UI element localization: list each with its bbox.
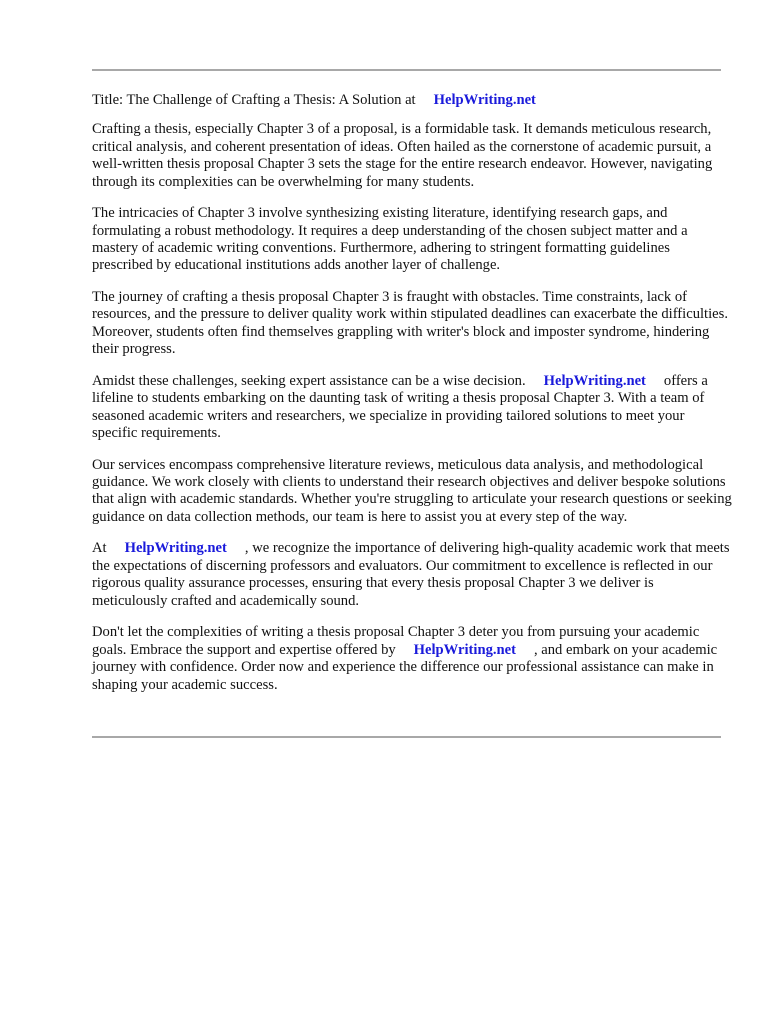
bottom-divider [92,736,721,738]
top-divider [92,69,721,71]
paragraph-6-rest: , we recognize the importance of delivering high-quality academic work that meets the expectations of discerning professors and evaluators. Our commitment to excellence is reflected in our rigorous quality assurance processes, ensuring that every thesis proposal Chapter 3 we deliver is meticulously crafted and academically sound. [92,540,730,609]
document-title [92,92,732,109]
paragraph-4-link[interactable]: HelpWriting.net [543,372,646,389]
title-link[interactable]: HelpWriting.net [433,92,536,108]
paragraph-7-link[interactable]: HelpWriting.net [413,641,516,658]
paragraph-1: Crafting a thesis, especially Chapter 3 of a proposal, is a formidable task. It demands meticulous research, critical analysis, and coherent presentation of ideas. Often hailed as the cornerstone of academic pursuit, a well-written thesis proposal Chapter 3 sets the stage for the entire research endeavor. However, navigating through its complexities can be overwhelming for many students. [92,121,713,190]
paragraph-6 [92,540,732,610]
paragraph-2: The intricacies of Chapter 3 involve synthesizing existing literature, identifying research gaps, and formulating a robust methodology. It requires a deep understanding of the chosen subject matter and a mastery of academic writing conventions. Furthermore, adhering to stringent formatting guidelines prescribed by educational institutions adds another layer of challenge. [92,205,688,274]
paragraph-3: The journey of crafting a thesis proposal Chapter 3 is fraught with obstacles. Time constraints, lack of resources, and the pressure to deliver quality work within stipulated deadlines can exacerbate the difficulties. Moreover, students often find themselves grappling with writer's block and imposter syndrome, hindering their progress. [92,289,728,358]
paragraph-7 [92,624,732,694]
paragraph-4 [92,373,732,443]
paragraph-7-lead: Don't let the complexities of writing a thesis proposal Chapter 3 deter you from pursuing your academic goals. Embrace the support and expertise offered by [92,624,700,658]
paragraph-5: Our services encompass comprehensive literature reviews, meticulous data analysis, and methodological guidance. We work closely with clients to understand their research objectives and deliver bespoke solutions that align with academic standards. Whether you're struggling to articulate your research questions or seeking guidance on data collection methods, our team is here to assist you at every step of the way. [92,456,732,525]
paragraph-6-lead: At [92,540,107,557]
title-text: Title: The Challenge of Crafting a Thesis: A Solution at [92,92,416,108]
paragraph-4-rest: offers a lifeline to students embarking on the daunting task of writing a thesis proposal Chapter 3. With a team of seasoned academic writers and researchers, we specialize in providing tailored solutions to meet your specific requirements. [92,372,708,442]
document-body [92,92,732,708]
paragraph-7-rest: , and embark on your academic journey with confidence. Order now and experience the difference our professional assistance can make in shaping your academic success. [92,641,718,693]
paragraph-6-link[interactable]: HelpWriting.net [124,540,227,557]
paragraph-4-lead: Amidst these challenges, seeking expert assistance can be a wise decision. [92,372,526,389]
